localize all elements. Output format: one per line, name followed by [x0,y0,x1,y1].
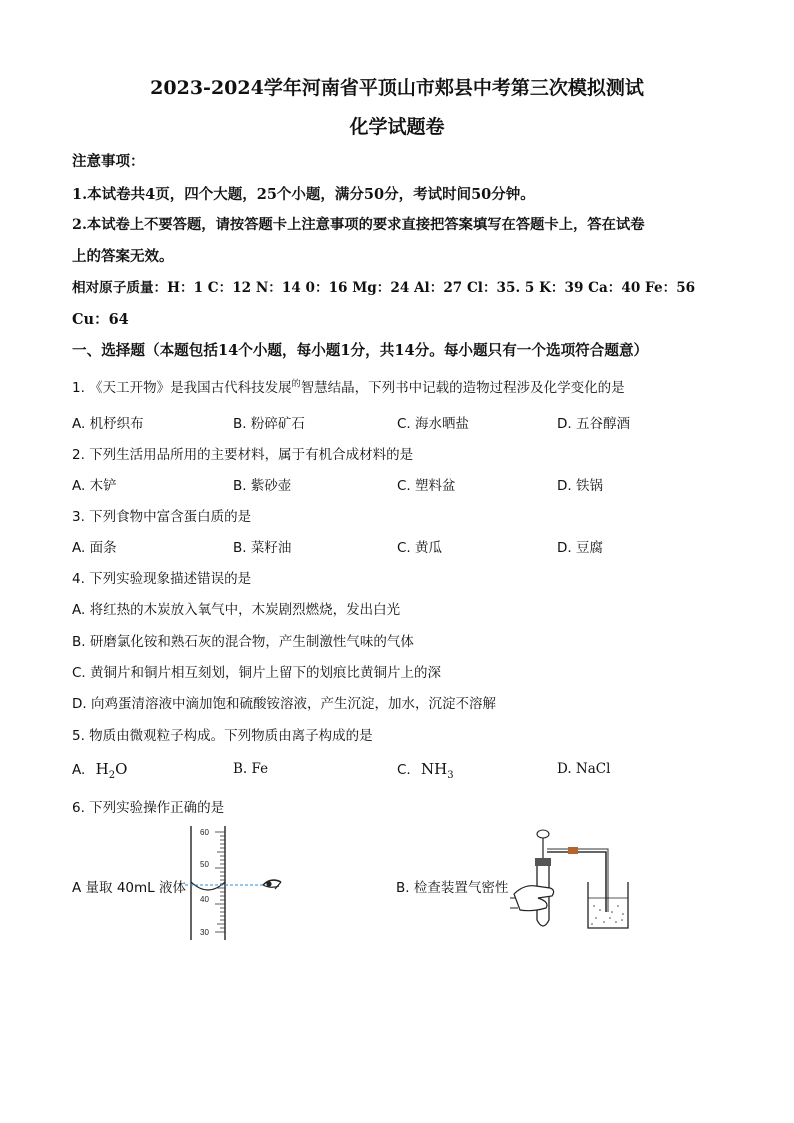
question-4-option-a: A. 将红热的木炭放入氧气中，木炭剧烈燃烧，发出白光 [72,602,401,618]
question-4-option-d: D. 向鸡蛋清溶液中滴加饱和硫酸铵溶液，产生沉淀，加水，沉淀不溶解 [72,696,496,712]
question-2-stem: 2. 下列生活用品所用的主要材料，属于有机合成材料的是 [72,447,414,463]
question-2-option-a: A. 木铲 [72,478,117,494]
question-6-stem: 6. 下列实验操作正确的是 [72,800,225,816]
notice-heading: 注意事项： [72,153,145,170]
tick-label: 30 [200,928,209,937]
question-4-option-c: C. 黄铜片和铜片相互刻划，铜片上留下的划痕比黄铜片上的深 [72,665,442,681]
tick-label: 40 [200,895,209,904]
question-5-option-b: B. Fe [233,761,269,777]
question-6-option-a: A 量取 40mL 液体 [72,880,186,896]
question-1-option-b: B. 粉碎矿石 [233,416,305,432]
stopper [535,858,551,866]
notice-item-2: 2.本试卷上不要答题，请按答题卡上注意事项的要求直接把答案填写在答题卡上，答在试卷 [72,217,645,233]
question-3-option-d: D. 豆腐 [557,540,603,556]
question-3-option-a: A. 面条 [72,540,117,556]
graduated-cylinder-figure [185,822,285,944]
question-3-option-b: B. 菜籽油 [233,540,292,556]
question-2-option-c: C. 塑料盆 [397,478,456,494]
notice-item-1: 1.本试卷共4页，四个大题，25个小题，满分50分，考试时间50分钟。 [72,186,535,203]
tick-label: 50 [200,860,209,869]
eye-icon [263,880,281,889]
formula-h2o: $H_2O$ [95,760,128,781]
hand-icon [514,886,554,911]
exam-subtitle: 化学试题卷 [349,116,445,138]
question-3-option-c: C. 黄瓜 [397,540,443,556]
section-heading: 一、选择题（本题包括14个小题，每小题1分，共14分。每小题只有一个选项符合题意） [72,342,649,359]
question-2-option-d: D. 铁锅 [557,478,603,494]
question-3-stem: 3. 下列食物中富含蛋白质的是 [72,509,252,525]
question-1-option-c: C. 海水晒盐 [397,416,470,432]
meniscus [191,882,225,890]
question-5-option-c: C. $NH_3$ [397,760,454,781]
question-5-stem: 5. 物质由微观粒子构成。下列物质由离子构成的是 [72,728,373,744]
question-5-option-a: A. $H_2O$ [72,760,128,781]
atomic-mass-line: 相对原子质量：H：1 C：12 N：14 0：16 Mg：24 Al：27 Cl：35. 5 K：39 Ca：40 Fe：56 [72,280,696,296]
notice-item-2-cont: 上的答案无效。 [72,248,174,265]
tick-label: 60 [200,828,209,837]
atomic-mass-line-cont: Cu：64 [72,311,129,328]
question-1-option-d: D. 五谷醇酒 [557,416,630,432]
question-4-option-b: B. 研磨氯化铵和熟石灰的混合物，产生制激性气味的气体 [72,634,414,650]
question-5-option-d: D. NaCl [557,761,611,777]
formula-nh3: $NH_3$ [421,760,454,781]
question-6-option-b: B. 检查装置气密性 [396,880,509,896]
exam-title: 2023-2024学年河南省平顶山市郏县中考第三次模拟测试 [150,77,644,99]
question-1-stem: 1. 《天工开物》是我国古代科技发展$^的$智慧结晶，下列书中记载的造物过程涉及化学变化的是 [72,379,625,396]
question-1-option-a: A. 机杼织布 [72,416,144,432]
question-4-stem: 4. 下列实验现象描述错误的是 [72,571,252,587]
airtightness-apparatus-figure [510,828,650,934]
rubber-tube [568,847,578,854]
question-2-option-b: B. 紫砂壶 [233,478,292,494]
